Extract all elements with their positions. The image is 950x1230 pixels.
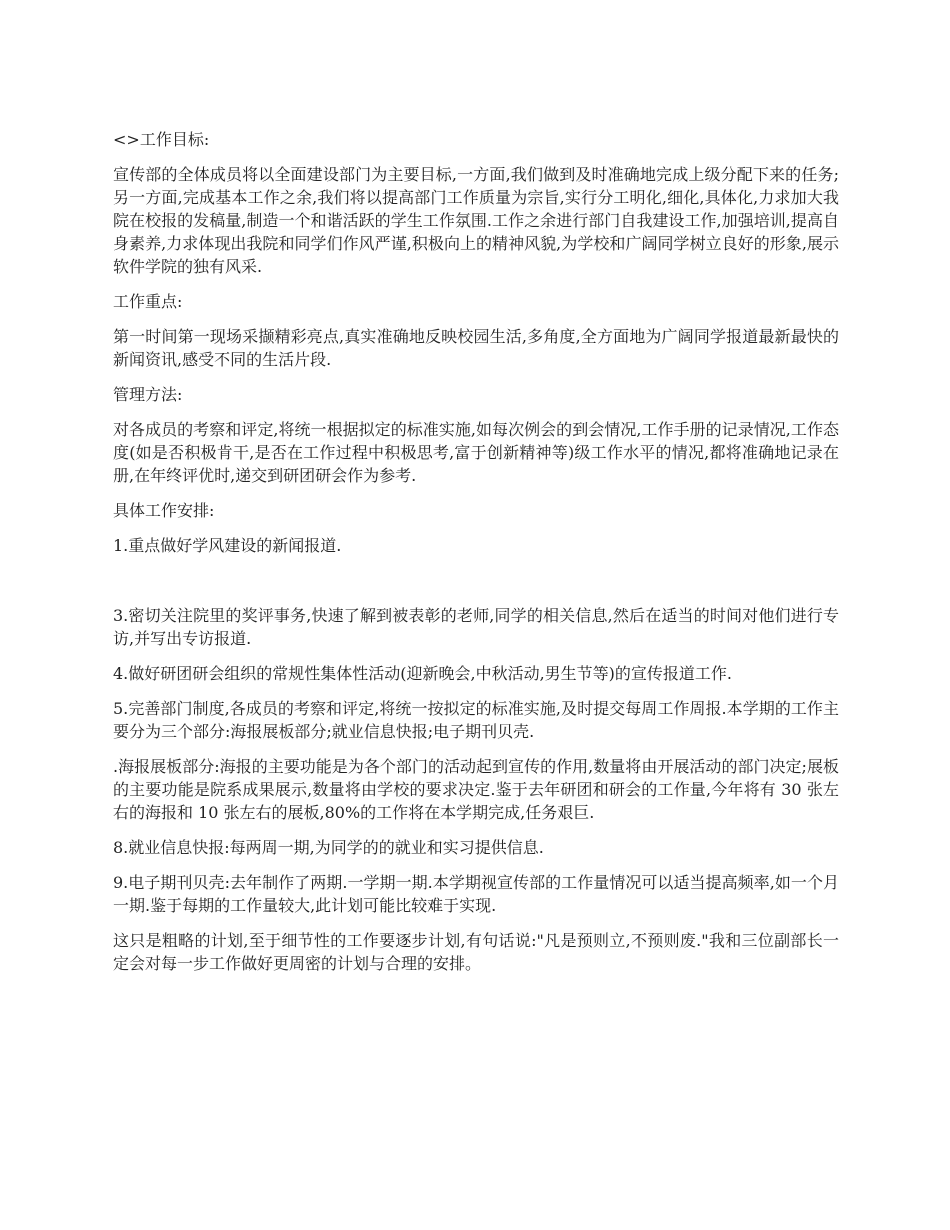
list-item-poster: .海报展板部分:海报的主要功能是为各个部门的活动起到宣传的作用,数量将由开展活动的部门决定;展板的主要功能是院系成果展示,数量将由学校的要求决定.鉴于去年研团和研会的工作量,今年将有 30 张左右的海报和 10 张左右的展板,80%的工作将在本学期完成,任务艰巨.: [113, 757, 839, 822]
list-item-5: 5.完善部门制度,各成员的考察和评定,将统一按拟定的标准实施,及时提交每周工作周报.本学期的工作主要分为三个部分:海报展板部分;就业信息快报;电子期刊贝壳.: [113, 699, 839, 741]
list-item-1: 1.重点做好学风建设的新闻报道.: [113, 536, 342, 555]
list-item-8: 8.就业信息快报:每两周一期,为同学的的就业和实习提供信息.: [113, 838, 544, 857]
section-heading-arrangement: 具体工作安排:: [113, 501, 215, 520]
list-item-9: 9.电子期刊贝壳:去年制作了两期.一学期一期.本学期视宣传部的工作量情况可以适当提高频率,如一个月一期.鉴于每期的工作量较大,此计划可能比较难于实现.: [113, 873, 839, 915]
closing-paragraph: 这只是粗略的计划,至于细节性的工作要逐步计划,有句话说:"凡是预则立,不预则废."我和三位副部长一定会对每一步工作做好更周密的计划与合理的安排。: [113, 931, 839, 973]
paragraph-management: 对各成员的考察和评定,将统一根据拟定的标准实施,如每次例会的到会情况,工作手册的记录情况,工作态度(如是否积极肯干,是否在工作过程中积极思考,富于创新精神等)级工作水平的情况,都将准确地记录在册,在年终评优时,递交到研团研会作为参考.: [113, 420, 839, 485]
list-item-4: 4.做好研团研会组织的常规性集体性活动(迎新晚会,中秋活动,男生节等)的宣传报道工作.: [113, 664, 733, 683]
paragraph-focus: 第一时间第一现场采撷精彩亮点,真实准确地反映校园生活,多角度,全方面地为广阔同学报道最新最快的新闻资讯,感受不同的生活片段.: [113, 327, 839, 369]
section-heading-focus: 工作重点:: [113, 292, 183, 311]
paragraph-goals: 宣传部的全体成员将以全面建设部门为主要目标,一方面,我们做到及时准确地完成上级分配下来的任务;另一方面,完成基本工作之余,我们将以提高部门工作质量为宗旨,实行分工明化,细化,具体化,力求加大我院在校报的发稿量,制造一个和谐活跃的学生工作氛围.工作之余进行部门自我建设工作,加强培训,提高自身素养,力求体现出我院和同学们作风严谨,积极向上的精神风貌,为学校和广阔同学树立良好的形象,展示软件学院的独有风采.: [113, 165, 839, 276]
document-body: [113, 128, 839, 987]
blank-gap: [113, 569, 839, 604]
section-heading-goals: <>工作目标:: [113, 130, 210, 149]
section-heading-management: 管理方法:: [113, 385, 183, 404]
list-item-3: 3.密切关注院里的奖评事务,快速了解到被表彰的老师,同学的相关信息,然后在适当的时间对他们进行专访,并写出专访报道.: [113, 606, 839, 648]
